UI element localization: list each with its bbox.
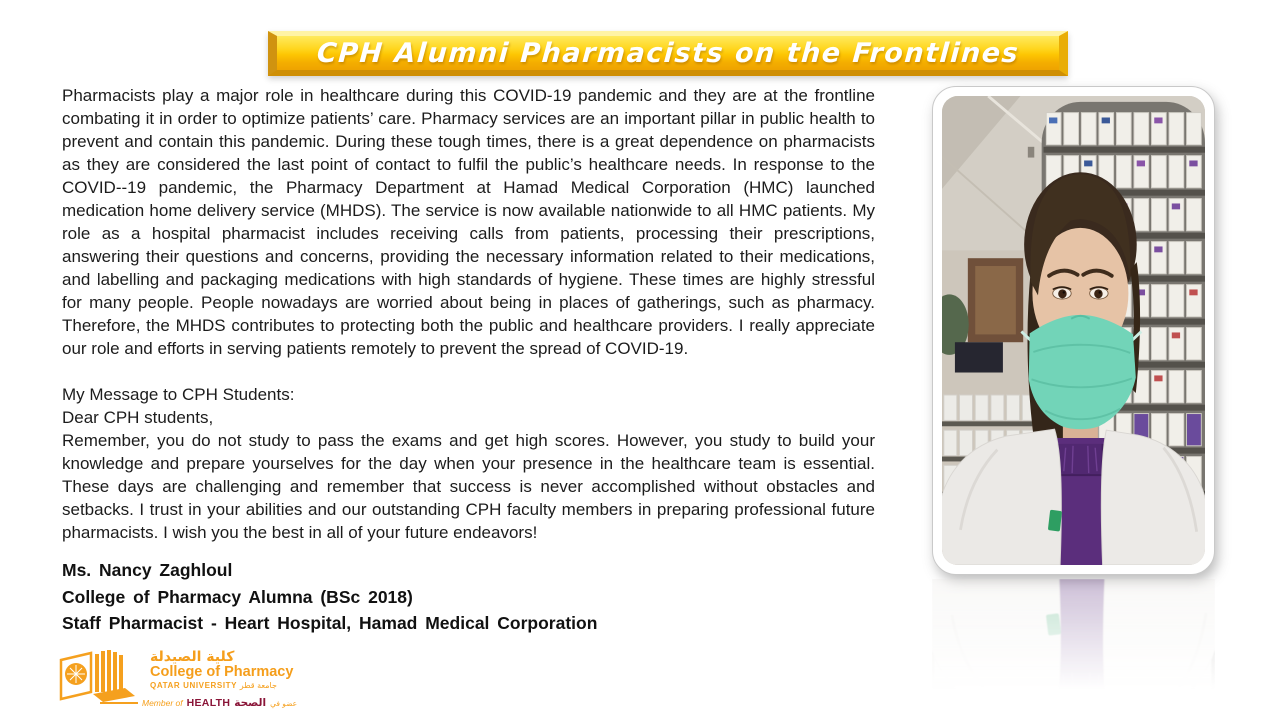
health-wordmark: HEALTH [186, 697, 231, 709]
signature-position: Staff Pharmacist - Heart Hospital, Hamad Medical Corporation [62, 613, 598, 633]
logo-university-ar: جامعة قطر [239, 680, 277, 690]
logo-university-en: QATAR UNIVERSITY [150, 680, 237, 690]
signature-name: Ms. Nancy Zaghloul [62, 560, 233, 580]
message-heading: My Message to CPH Students: [62, 385, 295, 404]
member-of-arabic-label: عضو في [270, 698, 298, 708]
health-arabic-wordmark: الصحة [234, 697, 267, 709]
signature-block [62, 557, 875, 637]
photo-frame [932, 86, 1215, 575]
main-paragraph: Pharmacists play a major role in healthcare during this COVID-19 pandemic and they are at the frontline combating it in order to optimize patients’ care. Pharmacy services are an important pillar in public health to prevent and contain this pandemic. During these tough times, there is a great dependence on pharmacists as they are considered the last point of contact to fulfil the public’s healthcare needs. In response to the COVID--19 pandemic, the Pharmacy Department at Hamad Medical Corporation (HMC) launched medication home delivery service (MHDS). The service is now available nationwide to all HMC patients. My role as a hospital pharmacist includes receiving calls from patients, processing their prescriptions, answering their questions and concerns, providing the necessary information related to their medications, and labelling and packaging medications with high standards of hygiene. These times are highly stressful for many people. People nowadays are worried about being in places of gatherings, such as pharmacy. Therefore, the MHDS contributes to protecting both the public and healthcare providers. I really appreciate our role and efforts in serving patients remotely to prevent the spread of COVID-19. [62, 86, 875, 358]
photo-clip [942, 96, 1205, 565]
logo-arabic-title: كلية الصيدلة [150, 649, 235, 665]
photo-reflection-image [932, 579, 1215, 714]
logo-text-block [150, 650, 293, 690]
blank-line [62, 360, 875, 383]
logo-english-title: College of Pharmacy [150, 664, 294, 680]
slide-title: CPH Alumni Pharmacists on the Frontlines [315, 37, 1021, 69]
message-paragraph: Remember, you do not study to pass the exams and get high scores. However, you study to build your knowledge and prepare yourselves for the day when your presence in the healthcare team is essential. These days are challenging and remember that success is never accomplished without obstacles and setbacks. I trust in your abilities and our outstanding CPH faculty members in preparing professional future pharmacists. I wish you the best in all of your future endeavors! [62, 431, 875, 542]
open-book-logo-icon [55, 650, 143, 702]
title-banner [268, 31, 1068, 76]
signature-credentials: College of Pharmacy Alumna (BSc 2018) [62, 586, 413, 607]
photo-reflection [932, 579, 1215, 714]
logo-university-line [150, 682, 293, 690]
article-text-block [62, 84, 875, 637]
member-rule-line [100, 702, 138, 704]
pharmacist-selfie-photo [942, 96, 1205, 565]
member-of-label: Member of [142, 698, 183, 708]
logo-member-strip [100, 697, 297, 709]
message-salutation: Dear CPH students, [62, 408, 214, 427]
college-of-pharmacy-logo [40, 650, 320, 714]
